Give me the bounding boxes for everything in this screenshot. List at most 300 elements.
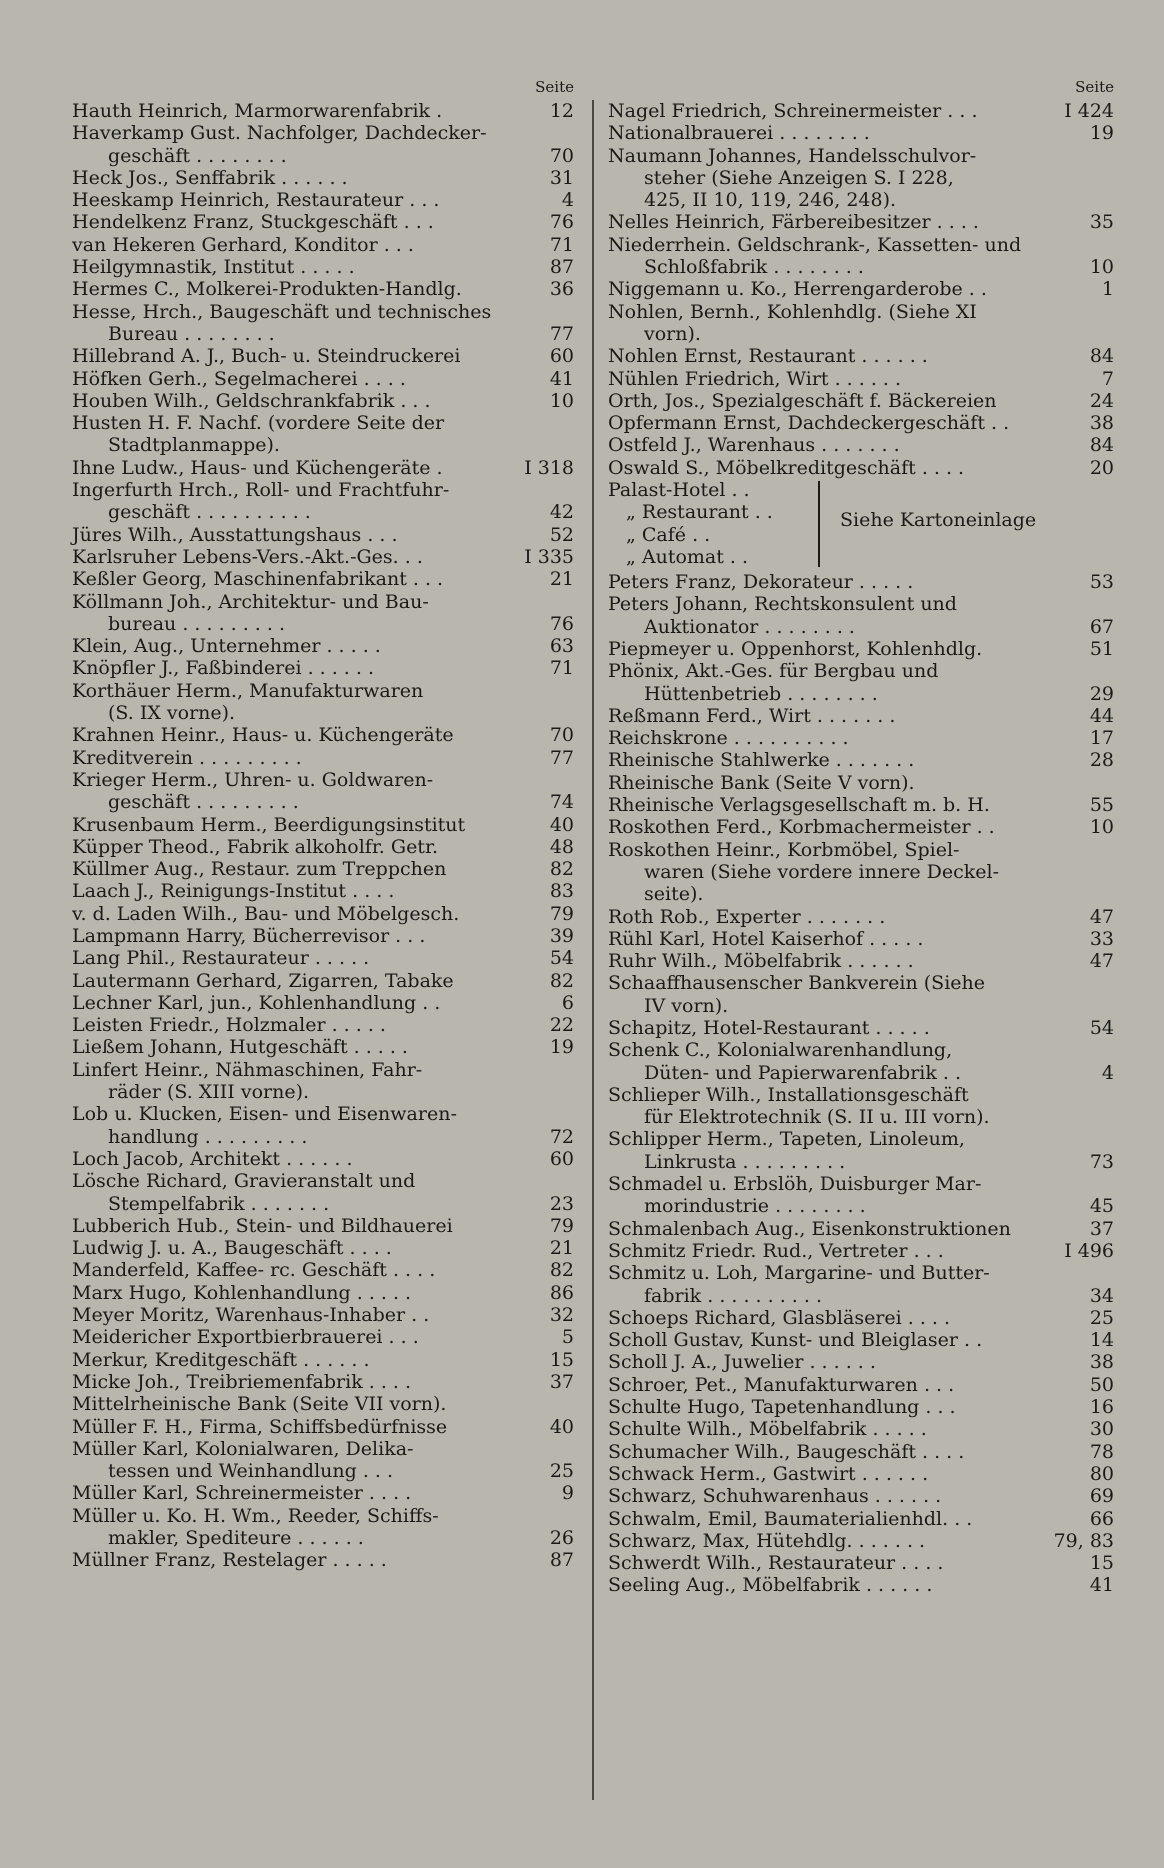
page-number: 38 <box>1089 1351 1114 1374</box>
entry-text: v. d. Laden Wilh., Bau- und Möbelgesch. <box>72 902 460 925</box>
entry-text: Husten H. F. Nachf. (vordere Seite der <box>72 412 445 435</box>
page-number: 10 <box>549 389 574 412</box>
index-entry <box>72 256 574 278</box>
entry-continuation: geschäft . . . . . . . . <box>108 144 287 167</box>
entry-text: Scholl Gustav, Kunst- und Bleiglaser . . <box>608 1329 983 1352</box>
entry-text: Schmalenbach Aug., Eisenkonstruktionen <box>608 1217 1011 1240</box>
page-number: 50 <box>1089 1373 1114 1396</box>
index-entry <box>72 1549 574 1571</box>
entry-text: Klein, Aug., Unternehmer . . . . . <box>72 635 381 658</box>
page-number: 84 <box>1089 345 1114 368</box>
entry-continuation: (S. IX vorne). <box>108 702 236 725</box>
entry-text: Schmitz Friedr. Rud., Vertreter . . . <box>608 1239 944 1262</box>
entry-text: Schwerdt Wilh., Restaurateur . . . . <box>608 1552 944 1575</box>
entry-text: Phönix, Akt.-Ges. für Bergbau und <box>608 660 939 683</box>
page-number: 9 <box>561 1482 574 1505</box>
page-number: 34 <box>1089 1284 1114 1307</box>
entry-text: Höfken Gerh., Segelmacherei . . . . <box>72 367 406 390</box>
entry-text: Müllner Franz, Restelager . . . . . <box>72 1549 387 1572</box>
page-number: 84 <box>1089 434 1114 457</box>
index-entry <box>608 906 1114 928</box>
index-entry <box>608 434 1114 456</box>
page-number: 17 <box>1089 727 1114 750</box>
index-entry <box>608 278 1114 300</box>
entry-text: Nohlen, Bernh., Kohlenhdlg. (Siehe XI <box>608 300 977 323</box>
index-entry <box>72 769 574 814</box>
page-number: 32 <box>549 1304 574 1327</box>
index-entry <box>72 1371 574 1393</box>
entry-text: Keßler Georg, Maschinenfabrikant . . . <box>72 568 444 591</box>
entry-text: Schwarz, Schuhwarenhaus . . . . . . <box>608 1485 942 1508</box>
index-entry <box>608 1039 1114 1084</box>
entry-text: Ludwig J. u. A., Baugeschäft . . . . <box>72 1237 392 1260</box>
page-number: 41 <box>549 367 574 390</box>
entry-text: Knöpfler J., Faßbinderei . . . . . . <box>72 657 375 680</box>
page-number: 10 <box>1089 816 1114 839</box>
index-entry <box>72 1215 574 1237</box>
index-entry <box>72 657 574 679</box>
page-number: 53 <box>1089 571 1114 594</box>
entry-text: Orth, Jos., Spezialgeschäft f. Bäckereien <box>608 389 997 412</box>
index-entry <box>608 1374 1114 1396</box>
page-column-header: Seite <box>535 78 574 96</box>
page-number: 35 <box>1089 211 1114 234</box>
entry-text: Schmitz u. Loh, Margarine- und Butter- <box>608 1262 990 1285</box>
entry-text: Schaaffhausenscher Bankverein (Siehe <box>608 972 986 995</box>
entry-text: Rheinische Verlagsgesellschaft m. b. H. <box>608 794 990 817</box>
page-number: 38 <box>1089 412 1114 435</box>
entry-continuation: waren (Siehe vordere innere Deckel- <box>644 860 1000 883</box>
entry-text: Hermes C., Molkerei-Produkten-Handlg. <box>72 278 462 301</box>
page-number: 82 <box>549 858 574 881</box>
index-entry <box>608 234 1114 279</box>
page-number: 7 <box>1101 367 1114 390</box>
entry-continuation: IV vorn). <box>644 994 729 1017</box>
page-column-header: Seite <box>1075 78 1114 96</box>
page-number: 15 <box>549 1348 574 1371</box>
index-entry <box>72 211 574 233</box>
entry-text: Köllmann Joh., Architektur- und Bau- <box>72 590 429 613</box>
palast-item: „ Café . . <box>626 523 711 546</box>
entry-text: Müller u. Ko. H. Wm., Reeder, Schiffs- <box>72 1504 439 1527</box>
entry-text: Lang Phil., Restaurateur . . . . . <box>72 947 370 970</box>
entry-text: Ließem Johann, Hutgeschäft . . . . . <box>72 1036 408 1059</box>
index-entry <box>608 1441 1114 1463</box>
entry-text: Roth Rob., Experter . . . . . . . <box>608 905 886 928</box>
palast-item: „ Automat . . <box>626 545 749 568</box>
page-number: 60 <box>549 345 574 368</box>
entry-continuation: tessen und Weinhandlung . . . <box>108 1460 394 1483</box>
index-entry <box>608 1351 1114 1373</box>
index-entry <box>608 571 1114 593</box>
entry-text: Roskothen Ferd., Korbmachermeister . . <box>608 816 995 839</box>
entry-text: Manderfeld, Kaffee- rc. Geschäft . . . . <box>72 1259 436 1282</box>
entry-text: Micke Joh., Treibriemenfabrik . . . . <box>72 1370 412 1393</box>
entry-text: Nühlen Friedrich, Wirt . . . . . . <box>608 367 902 390</box>
page-number: 54 <box>549 947 574 970</box>
page-number: 87 <box>549 1549 574 1572</box>
page-number: 70 <box>549 724 574 747</box>
page-number: 37 <box>1089 1217 1114 1240</box>
page-number: 23 <box>549 1192 574 1215</box>
page-number: 76 <box>549 211 574 234</box>
entry-continuation: Bureau . . . . . . . . <box>108 322 275 345</box>
index-entry <box>72 1416 574 1438</box>
index-entry <box>72 1304 574 1326</box>
entry-continuation: bureau . . . . . . . . . <box>108 612 286 635</box>
entry-text: Peters Franz, Dekorateur . . . . . <box>608 571 914 594</box>
entry-text: Schulte Wilh., Möbelfabrik . . . . . <box>608 1418 927 1441</box>
entry-text: Lubberich Hub., Stein- und Bildhauerei <box>72 1214 453 1237</box>
page-number: 76 <box>549 612 574 635</box>
page-number: 14 <box>1089 1329 1114 1352</box>
index-entry <box>72 1059 574 1104</box>
page-number: 87 <box>549 256 574 279</box>
entry-text: Loch Jacob, Architekt . . . . . . <box>72 1147 353 1170</box>
index-entry <box>608 1173 1114 1218</box>
index-entry <box>72 479 574 524</box>
entry-text: Müller Karl, Schreinermeister . . . . <box>72 1482 412 1505</box>
index-entry <box>72 814 574 836</box>
index-entry <box>72 947 574 969</box>
index-entry <box>608 1084 1114 1129</box>
page-number: 40 <box>549 813 574 836</box>
entry-text: Nationalbrauerei . . . . . . . . <box>608 122 870 145</box>
index-entry <box>608 660 1114 705</box>
entry-text: Nohlen Ernst, Restaurant . . . . . . <box>608 345 928 368</box>
index-entry <box>72 880 574 902</box>
entry-continuation: steher (Siehe Anzeigen S. I 228, <box>644 166 954 189</box>
entry-text: Ihne Ludw., Haus- und Küchengeräte . <box>72 456 443 479</box>
page-number: 70 <box>549 144 574 167</box>
entry-text: Ostfeld J., Warenhaus . . . . . . . <box>608 434 900 457</box>
entry-text: Schwarz, Max, Hütehdlg. . . . . . . <box>608 1529 926 1552</box>
entry-text: Peters Johann, Rechtskonsulent und <box>608 593 957 616</box>
index-entry <box>608 457 1114 479</box>
page-number: 55 <box>1089 794 1114 817</box>
palast-group-note: Siehe Kartoneinlage <box>840 509 1037 532</box>
entry-text: Korthäuer Herm., Manufakturwaren <box>72 679 424 702</box>
entry-continuation: räder (S. XIII vorne). <box>108 1081 310 1104</box>
entry-text: Niederrhein. Geldschrank-, Kassetten- und <box>608 233 1022 256</box>
entry-text: Hesse, Hrch., Baugeschäft und technisches <box>72 300 492 323</box>
entry-text: Lösche Richard, Gravieranstalt und <box>72 1170 416 1193</box>
entry-continuation: handlung . . . . . . . . . <box>108 1125 308 1148</box>
entry-text: Niggemann u. Ko., Herrengarderobe . . <box>608 278 987 301</box>
brace-bracket <box>818 481 828 567</box>
index-entry <box>608 1218 1114 1240</box>
entry-text: Meyer Moritz, Warenhaus-Inhaber . . <box>72 1304 430 1327</box>
entry-text: Lautermann Gerhard, Zigarren, Tabake <box>72 969 454 992</box>
index-entry <box>72 368 574 390</box>
index-entry <box>608 345 1114 367</box>
index-entry <box>608 928 1114 950</box>
page-number: 51 <box>1089 637 1114 660</box>
index-entry <box>72 234 574 256</box>
entry-text: Nagel Friedrich, Schreinermeister . . . <box>608 100 978 122</box>
page-number: 71 <box>549 657 574 680</box>
page-number: 78 <box>1089 1440 1114 1463</box>
index-entry <box>72 1349 574 1371</box>
page-number: 39 <box>549 924 574 947</box>
entry-text: Heilgymnastik, Institut . . . . . <box>72 256 355 279</box>
index-entry <box>72 591 574 636</box>
entry-text: Schroer, Pet., Manufakturwaren . . . <box>608 1373 955 1396</box>
page-number: 10 <box>1089 256 1114 279</box>
entry-text: Opfermann Ernst, Dachdeckergeschäft . . <box>608 412 1010 435</box>
entry-text: Lob u. Klucken, Eisen- und Eisenwaren- <box>72 1103 457 1126</box>
page-number: 25 <box>1089 1306 1114 1329</box>
index-entry <box>608 1396 1114 1418</box>
index-entry <box>608 1329 1114 1351</box>
index-entry <box>72 189 574 211</box>
index-entry <box>608 145 1114 212</box>
entry-text: Linfert Heinr., Nähmaschinen, Fahr- <box>72 1058 423 1081</box>
entry-continuation: geschäft . . . . . . . . . . <box>108 501 311 524</box>
page-number: 60 <box>549 1147 574 1170</box>
entry-text: Schmadel u. Erbslöh, Duisburger Mar- <box>608 1173 982 1196</box>
index-entry <box>608 1307 1114 1329</box>
page-number: 72 <box>549 1125 574 1148</box>
index-entry <box>608 1574 1114 1596</box>
page-number: 63 <box>549 635 574 658</box>
index-entry <box>608 794 1114 816</box>
index-entry <box>72 546 574 568</box>
index-entry <box>72 680 574 725</box>
column-divider <box>592 100 594 1800</box>
index-entry <box>608 301 1114 346</box>
page-number: 66 <box>1089 1507 1114 1530</box>
entry-text: Krahnen Heinr., Haus- u. Küchengeräte <box>72 724 454 747</box>
index-entry <box>72 1505 574 1550</box>
page-number: 77 <box>549 746 574 769</box>
index-entry <box>608 638 1114 660</box>
entry-continuation: Auktionator . . . . . . . . <box>644 615 855 638</box>
entry-continuation: für Elektrotechnik (S. II u. III vorn). <box>644 1106 990 1129</box>
page-number: 19 <box>549 1036 574 1059</box>
page-number: 40 <box>549 1415 574 1438</box>
entry-continuation: Hüttenbetrieb . . . . . . . . <box>644 682 878 705</box>
index-entry <box>72 1438 574 1483</box>
index-entry <box>608 100 1114 122</box>
entry-text: Küpper Theod., Fabrik alkoholfr. Getr. <box>72 835 438 858</box>
entry-text: van Hekeren Gerhard, Konditor . . . <box>72 233 414 256</box>
page-number: 16 <box>1089 1396 1114 1419</box>
index-entry <box>608 1552 1114 1574</box>
page-number: 31 <box>549 166 574 189</box>
entry-text: Krieger Herm., Uhren- u. Goldwaren- <box>72 768 434 791</box>
page-number: 71 <box>549 233 574 256</box>
page-number: 41 <box>1089 1574 1114 1597</box>
page-number: I 335 <box>524 545 574 568</box>
entry-text: Schapitz, Hotel-Restaurant . . . . . <box>608 1016 930 1039</box>
index-entry <box>608 1508 1114 1530</box>
entry-text: Reichskrone . . . . . . . . . . <box>608 727 849 750</box>
entry-text: Rühl Karl, Hotel Kaiserhof . . . . . <box>608 927 924 950</box>
index-entry <box>72 524 574 546</box>
page-number: 21 <box>549 1237 574 1260</box>
page-number: 5 <box>561 1326 574 1349</box>
index-entry <box>72 390 574 412</box>
palast-item: Palast-Hotel . . <box>608 479 750 502</box>
entry-text: Marx Hugo, Kohlenhandlung . . . . . <box>72 1281 412 1304</box>
entry-continuation: vorn). <box>644 322 701 345</box>
entry-text: Ingerfurth Hrch., Roll- und Frachtfuhr- <box>72 479 450 502</box>
entry-continuation: Düten- und Papierwarenfabrik . . <box>644 1061 962 1084</box>
page-number: 73 <box>1089 1150 1114 1173</box>
page-number: 52 <box>549 523 574 546</box>
entry-text: Schoeps Richard, Glasbläserei . . . . <box>608 1306 951 1329</box>
index-entry <box>608 1128 1114 1173</box>
entry-continuation: morindustrie . . . . . . . . <box>644 1195 866 1218</box>
entry-continuation: Linkrusta . . . . . . . . . <box>644 1150 846 1173</box>
page-number: 22 <box>549 1014 574 1037</box>
page-number: 45 <box>1089 1195 1114 1218</box>
entry-text: Müller F. H., Firma, Schiffsbedürfnisse <box>72 1415 448 1438</box>
index-entry <box>72 1482 574 1504</box>
page-number: I 318 <box>524 456 574 479</box>
page-number: 28 <box>1089 749 1114 772</box>
entry-text: Leisten Friedr., Holzmaler . . . . . <box>72 1014 386 1037</box>
index-entry <box>72 1393 574 1415</box>
entry-continuation: makler, Spediteure . . . . . . <box>108 1527 364 1549</box>
page-number: 44 <box>1089 704 1114 727</box>
entry-text: Müller Karl, Kolonialwaren, Delika- <box>72 1437 414 1460</box>
entry-text: Heck Jos., Senffabrik . . . . . . <box>72 166 348 189</box>
index-entry <box>72 724 574 746</box>
page-number: 54 <box>1089 1016 1114 1039</box>
page-number: 79 <box>549 902 574 925</box>
page-number: 25 <box>549 1460 574 1483</box>
entry-text: Schenk C., Kolonialwarenhandlung, <box>608 1039 953 1062</box>
index-entry <box>608 1017 1114 1039</box>
index-entry <box>608 412 1114 434</box>
entry-continuation: Stempelfabrik . . . . . . . <box>108 1192 330 1215</box>
page-number: 24 <box>1089 389 1114 412</box>
entry-text: Ruhr Wilh., Möbelfabrik . . . . . . <box>608 950 914 973</box>
entry-text: Schwack Herm., Gastwirt . . . . . . <box>608 1462 929 1485</box>
page-number: 79, 83 <box>1053 1529 1114 1552</box>
page-number: 1 <box>1101 278 1114 301</box>
index-entry <box>608 1262 1114 1307</box>
entry-text: Scholl J. A., Juwelier . . . . . . <box>608 1351 876 1374</box>
entry-text: Seeling Aug., Möbelfabrik . . . . . . <box>608 1574 933 1597</box>
page-number: 79 <box>549 1214 574 1237</box>
page-number: 47 <box>1089 950 1114 973</box>
page-number: 21 <box>549 568 574 591</box>
entry-text: Hauth Heinrich, Marmorwarenfabrik . <box>72 100 443 122</box>
entry-text: Lechner Karl, jun., Kohlenhandlung . . <box>72 991 441 1014</box>
entry-text: Karlsruher Lebens-Vers.-Akt.-Ges. . . <box>72 545 423 568</box>
entry-text: Piepmeyer u. Oppenhorst, Kohlenhdlg. <box>608 637 983 660</box>
entry-text: Reßmann Ferd., Wirt . . . . . . . <box>608 704 896 727</box>
index-entry <box>72 100 574 122</box>
index-entry <box>72 1326 574 1348</box>
index-entry <box>608 1485 1114 1507</box>
page-number: 42 <box>549 501 574 524</box>
entry-text: Rheinische Bank (Seite V vorn). <box>608 771 915 794</box>
entry-text: Houben Wilh., Geldschrankfabrik . . . <box>72 389 431 412</box>
index-entry <box>72 970 574 992</box>
entry-text: Schumacher Wilh., Baugeschäft . . . . <box>608 1440 965 1463</box>
left-column <box>72 78 574 1572</box>
entry-text: Naumann Johannes, Handelsschulvor- <box>608 144 977 167</box>
page-number: 77 <box>549 322 574 345</box>
entry-text: Jüres Wilh., Ausstattungshaus . . . <box>72 523 398 546</box>
entry-text: Rheinische Stahlwerke . . . . . . . <box>608 749 915 772</box>
index-entry <box>72 635 574 657</box>
entry-text: Merkur, Kreditgeschäft . . . . . . <box>72 1348 370 1371</box>
entry-text: Nelles Heinrich, Färbereibesitzer . . . . <box>608 211 979 234</box>
index-entry <box>608 211 1114 233</box>
index-entry <box>72 1036 574 1058</box>
index-entry <box>72 836 574 858</box>
index-entry <box>608 1418 1114 1440</box>
index-entry <box>608 950 1114 972</box>
entry-text: Hillebrand A. J., Buch- u. Steindruckerei <box>72 345 461 368</box>
index-entry <box>72 1170 574 1215</box>
entry-continuation: Stadtplanmappe). <box>108 434 280 457</box>
index-entry <box>72 457 574 479</box>
page-number: 82 <box>549 1259 574 1282</box>
index-entry <box>72 903 574 925</box>
page-number: 4 <box>1101 1061 1114 1084</box>
page-number: 67 <box>1089 615 1114 638</box>
index-entry <box>72 1103 574 1148</box>
page-number: 69 <box>1089 1485 1114 1508</box>
entry-text: Schlieper Wilh., Installationsgeschäft <box>608 1083 969 1106</box>
page-number: 30 <box>1089 1418 1114 1441</box>
index-entry <box>608 122 1114 144</box>
entry-text: Meidericher Exportbierbrauerei . . . <box>72 1326 419 1349</box>
index-entry <box>72 1237 574 1259</box>
palast-group <box>608 479 1114 571</box>
entry-continuation: Schloßfabrik . . . . . . . . <box>644 256 864 279</box>
page-number: 47 <box>1089 905 1114 928</box>
entry-text: Hendelkenz Franz, Stuckgeschäft . . . <box>72 211 434 234</box>
entry-text: Krusenbaum Herm., Beerdigungsinstitut <box>72 813 466 836</box>
entry-continuation: 425, II 10, 119, 246, 248). <box>644 189 897 212</box>
index-entry <box>72 858 574 880</box>
entry-text: Kreditverein . . . . . . . . . <box>72 746 302 769</box>
page-number: I 496 <box>1064 1239 1114 1262</box>
index-entry <box>608 749 1114 771</box>
entry-text: Oswald S., Möbelkreditgeschäft . . . . <box>608 456 965 479</box>
index-entry <box>72 412 574 457</box>
index-entry <box>72 747 574 769</box>
index-entry <box>72 1282 574 1304</box>
page-number: 12 <box>549 100 574 122</box>
index-entry <box>72 167 574 189</box>
index-entry <box>608 593 1114 638</box>
entry-text: Heeskamp Heinrich, Restaurateur . . . <box>72 189 440 212</box>
page-number: 29 <box>1089 682 1114 705</box>
index-entry <box>608 1530 1114 1552</box>
page-number: 20 <box>1089 456 1114 479</box>
page-number: 86 <box>549 1281 574 1304</box>
index-entry <box>608 390 1114 412</box>
page-number: 74 <box>549 791 574 814</box>
entry-text: Laach J., Reinigungs-Institut . . . . <box>72 880 395 903</box>
index-entry <box>72 925 574 947</box>
page-number: 15 <box>1089 1552 1114 1575</box>
page-number: 33 <box>1089 927 1114 950</box>
index-entry <box>72 992 574 1014</box>
index-entry <box>72 301 574 346</box>
page-number: 6 <box>561 991 574 1014</box>
index-entry <box>72 122 574 167</box>
page-number: 26 <box>549 1527 574 1549</box>
